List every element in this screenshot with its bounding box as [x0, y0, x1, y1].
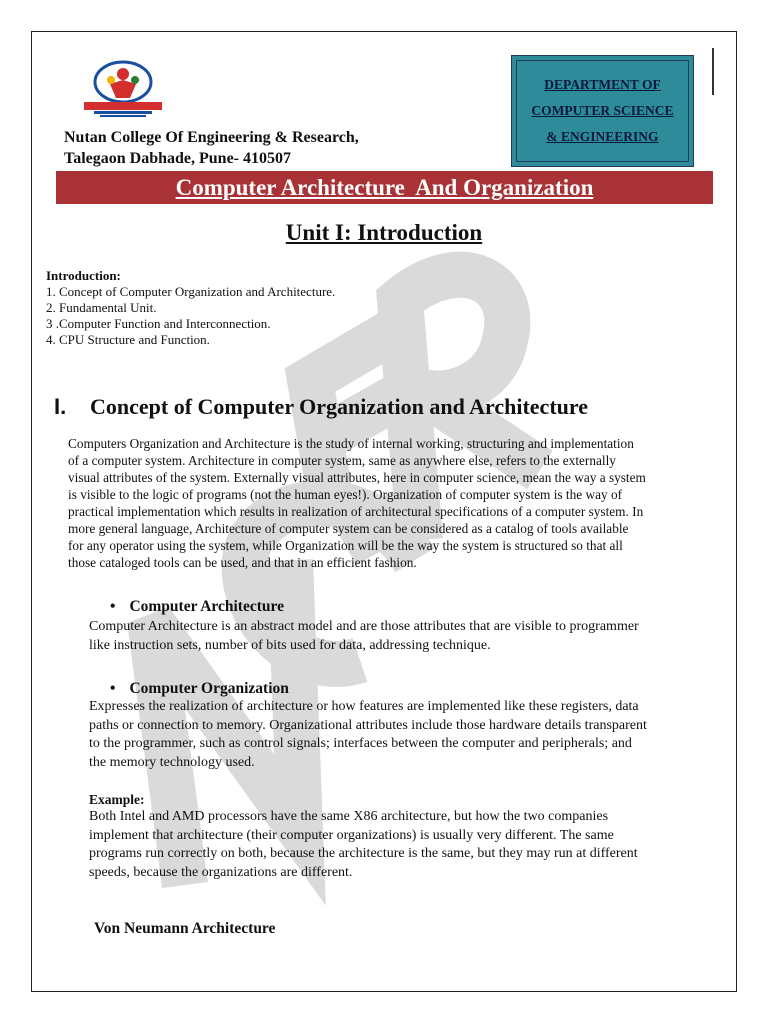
department-line2: COMPUTER SCIENCE	[531, 103, 674, 118]
department-line3: & ENGINEERING	[546, 129, 659, 144]
bullet-text-line: to the programmer, such as control signals; interfaces between the computer and peripherals; and	[89, 736, 632, 751]
department-line1: DEPARTMENT OF	[544, 77, 661, 92]
example-line: implement that architecture (their computer organizations) is usually very different. The same	[89, 827, 614, 843]
introduction-list	[46, 268, 335, 348]
introduction-heading: Introduction:	[46, 268, 121, 283]
college-name-line2: Talegaon Dabhade, Pune- 410507	[64, 150, 291, 167]
example-heading: Example:	[89, 792, 145, 807]
example-line: speeds, because the organizations are different.	[89, 864, 353, 880]
bullet-text-line: like instruction sets, number of bits used for data, addressing technique.	[89, 637, 491, 653]
example-text	[89, 808, 719, 882]
bullet-text-line: paths or connection to memory. Organizational attributes include those hardware details transparent	[89, 717, 647, 733]
paragraph-line: more general language, Architecture of computer system can be considered as a catalog of tools available	[68, 521, 629, 536]
bullet-computer-organization	[110, 680, 289, 698]
paragraph-line: visual attributes of the system. Externally visual attributes, here in computer science, mean the way a system	[68, 470, 646, 485]
course-title-band	[56, 171, 713, 204]
unit-title: Unit I: Introduction	[285, 220, 483, 245]
section-number: I.	[54, 394, 67, 419]
department-box	[511, 55, 694, 167]
header-divider	[712, 48, 714, 95]
bullet-text-line: the memory technology used.	[89, 754, 255, 770]
bullet-title: Computer Organization	[129, 680, 289, 697]
bullet-text-line: Expresses the realization of architecture or how features are implemented like these registers, data	[89, 699, 639, 714]
course-title: Computer Architecture And Organization	[175, 174, 594, 200]
introduction-item: 1. Concept of Computer Organization and Architecture.	[46, 284, 336, 299]
example-line: Both Intel and AMD processors have the same X86 architecture, but how the two companies	[89, 809, 609, 824]
bullet-title: Computer Architecture	[129, 598, 284, 615]
paragraph-line: of a computer system. Architecture in computer system, same as anywhere else, refers to the externally	[68, 453, 616, 468]
bullet-text-organization	[89, 698, 719, 772]
introduction-item: 2. Fundamental Unit.	[46, 300, 157, 315]
bullet-computer-architecture	[110, 598, 284, 616]
bullet-text-architecture	[89, 618, 719, 655]
college-name	[64, 127, 359, 169]
bullet-dot-icon: •	[110, 598, 116, 615]
college-name-line1: Nutan College Of Engineering & Research,	[64, 129, 359, 146]
paragraph-line: is visible to the logic of programs (not the human eyes!). Organization of computer system is the way of	[68, 487, 623, 502]
college-logo	[80, 58, 166, 120]
paragraph-line: Computers Organization and Architecture is the study of internal working, structuring and implementation	[68, 436, 634, 451]
paragraph-line: for any operator using the system, while Organization will be the way the system is structured so that all	[68, 538, 623, 553]
example-line: programs run correctly on both, because the architecture is the same, but they may run at different	[89, 846, 638, 861]
bullet-text-line: Computer Architecture is an abstract model and are those attributes that are visible to programmer	[89, 619, 639, 634]
section-title: Concept of Computer Organization and Architecture	[90, 394, 589, 419]
bullet-dot-icon: •	[110, 680, 116, 697]
section-paragraph	[68, 435, 724, 571]
paragraph-line: practical implementation which results in realization of architectural specifications of a computer system. In	[68, 504, 644, 519]
introduction-item: 4. CPU Structure and Function.	[46, 332, 210, 347]
section-heading	[54, 394, 588, 420]
paragraph-line: those cataloged tools can be used, and that in an efficient fashion.	[68, 555, 417, 570]
introduction-item: 3 .Computer Function and Interconnection.	[46, 316, 271, 331]
department-box-inner	[516, 60, 689, 162]
von-neumann-heading: Von Neumann Architecture	[94, 920, 276, 937]
